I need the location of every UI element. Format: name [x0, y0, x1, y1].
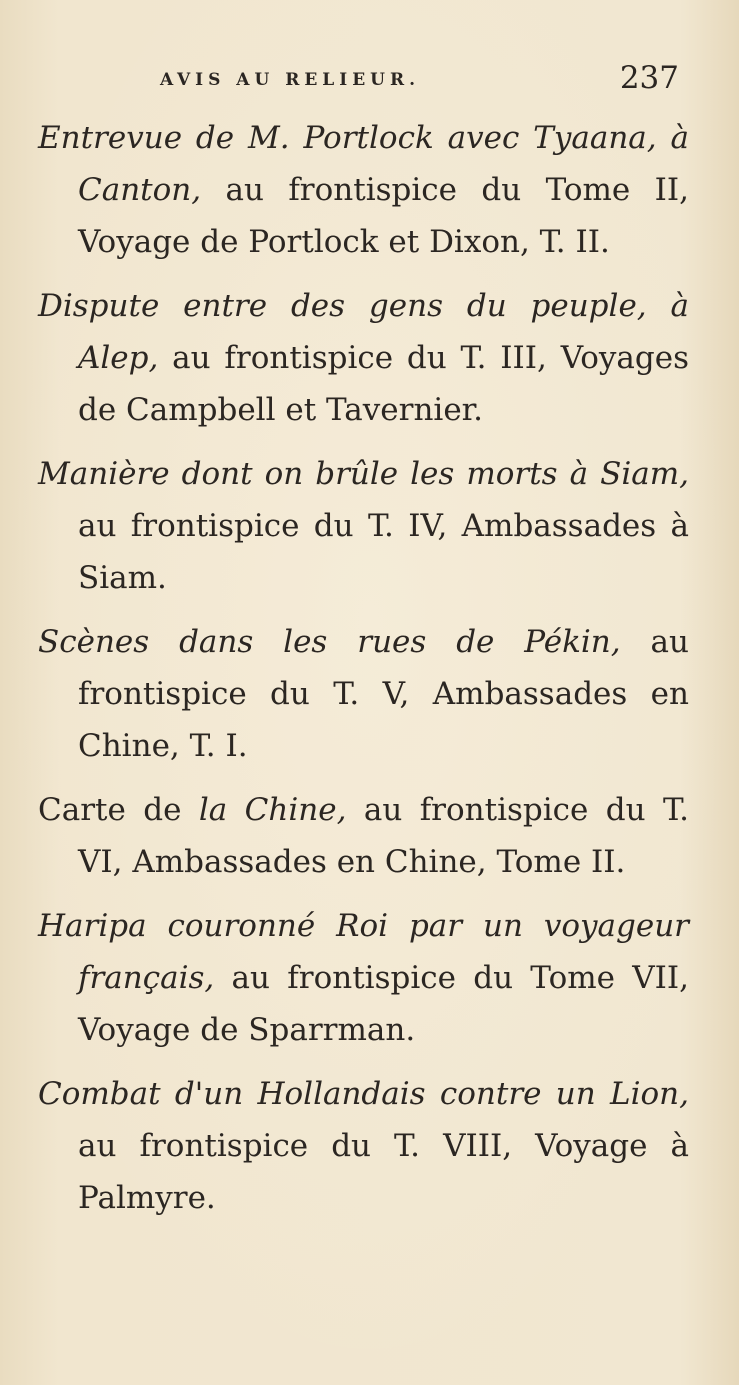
plate-location: au frontispice du Tome II, Voyage de Portlock et Dixon, T. II.: [78, 172, 689, 260]
plate-entry: [38, 280, 689, 436]
page-header: [160, 58, 679, 98]
plate-location: au frontispice du T. VI, Ambassades en Chine, Tome II.: [78, 792, 689, 880]
plate-location: au frontispice du T. IV, Ambassades à Siam.: [78, 508, 689, 596]
plate-entry: [38, 900, 689, 1056]
plate-list: [38, 112, 689, 1224]
running-head: AVIS AU RELIEUR.: [160, 70, 421, 90]
plate-entry: [38, 112, 689, 268]
plate-entry: [38, 448, 689, 604]
page-number: 237: [619, 60, 679, 96]
plate-entry: [38, 616, 689, 772]
plate-location: au frontispice du T. VIII, Voyage à Palmyre.: [78, 1128, 689, 1216]
plate-title: Entrevue de M. Portlock avec Tyaana, à Canton,: [38, 120, 689, 208]
plate-location: au frontispice du T. V, Ambassades en Chine, T. I.: [78, 624, 689, 764]
plate-location: au frontispice du Tome VII, Voyage de Sparrman.: [78, 960, 689, 1048]
plate-title: Haripa couronné Roi par un voyageur français,: [38, 908, 689, 996]
plate-location: au frontispice du T. III, Voyages de Campbell et Tavernier.: [78, 340, 689, 428]
plate-title: Dispute entre des gens du peuple, à Alep,: [38, 288, 689, 376]
plate-entry: [38, 784, 689, 888]
plate-title: Scènes dans les rues de Pékin,: [38, 624, 621, 660]
plate-entry: [38, 1068, 689, 1224]
plate-title: Combat d'un Hollandais contre un Lion,: [38, 1076, 689, 1112]
plate-title: Manière dont on brûle les morts à Siam,: [38, 456, 689, 492]
plate-title: la Chine,: [198, 792, 347, 828]
plate-lead: Carte de: [38, 792, 199, 828]
